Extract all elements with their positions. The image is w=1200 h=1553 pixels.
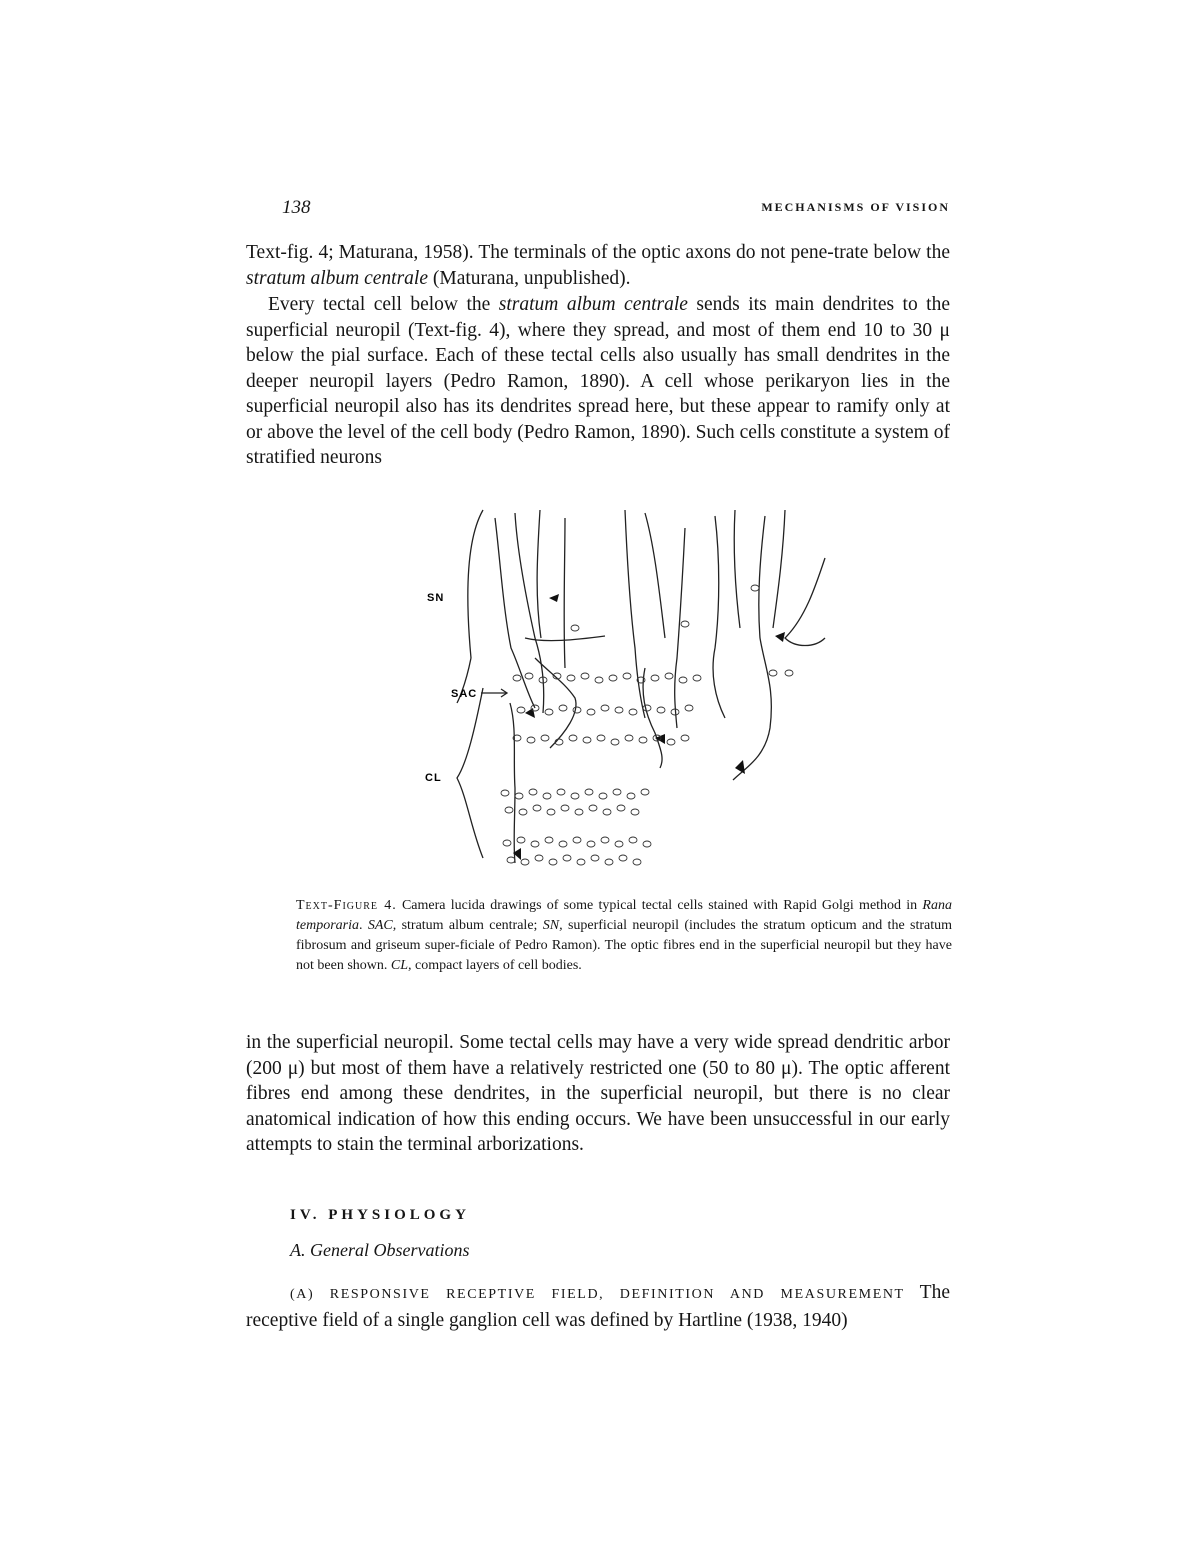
body-paragraph-4 [246,1280,950,1333]
body-paragraph-1 [246,240,950,291]
caption-head: Text-Figure 4. [296,898,397,913]
figure-tectal-cells-drawing [415,498,835,878]
label-sac: SAC [451,688,478,700]
para2-text-b: sends its main dendrites to the superficial neuropil (Text-fig. 4), where they spread, and most of them end 10 to 30 μ below the pial surface. Each of these tectal cells also usually has small dendrites in the deeper neuropil layers (Pedro Ramon, 1890). A cell whose perikaryon lies in the superficial neuropil also has its dendrites spread here, but these appear to ramify only at or above the level of the cell body (Pedro Ramon, 1890). Such cells constitute a system of stratified neurons [246,294,951,468]
caption-text-c: stratum album centrale; [396,918,543,933]
page-header [246,197,950,223]
figure-caption [296,896,952,976]
para2-text-a: Every tectal cell below the [268,294,499,315]
caption-text-b: . [359,918,368,933]
para4-text: The receptive field of a single ganglion cell was defined by Hartline (1938, 1940) [246,1282,950,1331]
caption-text-a: Camera lucida drawings of some typical tectal cells stained with Rapid Golgi method in [396,898,923,913]
caption-em-sac: SAC, [367,918,397,933]
caption-text-e: compact layers of cell bodies. [411,958,582,973]
caption-text-d: superficial neuropil (includes the stratum opticum and the stratum fibrosum and griseum super-ficiale of Pedro Ramon). The optic fibres end in the superficial neuropil but they have not been shown. [296,918,952,973]
running-head: MECHANISMS OF VISION [761,200,950,214]
compact-cell-layer [501,585,793,865]
camera-lucida-drawing [415,498,835,878]
label-sn: SN [427,592,445,604]
para4-lead-smallcaps: (A) RESPONSIVE RECEPTIVE FIELD, DEFINITION AND MEASUREMENT [290,1287,905,1302]
para1-emphasis: stratum album centrale [246,267,428,289]
caption-em-species: Rana temporaria [296,898,952,933]
body-paragraph-2 [246,292,950,471]
para1-text-b: (Maturana, unpublished). [427,267,631,289]
sac-arrow [481,689,507,697]
para1-text-a: Text-fig. 4; Maturana, 1958). The terminals of the optic axons do not pene-trate below the [246,242,950,263]
subsection-heading: A. General Observations [290,1240,470,1260]
section-heading: IV. PHYSIOLOGY [290,1207,470,1223]
sn-brace [468,510,483,658]
cell-bodies [513,594,785,860]
para2-emphasis: stratum album centrale [498,294,688,315]
caption-em-cl: CL, [390,958,412,973]
page-number: 138 [282,197,311,218]
cl-brace [457,688,483,858]
caption-em-sn: SN, [542,918,563,933]
body-paragraph-3: in the superficial neuropil. Some tectal cells may have a very wide spread dendritic arbor (200 μ) but most of them have a relatively restricted one (50 to 80 μ). The optic afferent fibres end among these dendrites, in the superficial neuropil, but there is no clear anatomical indication of how this ending occurs. We have been unsuccessful in our early attempts to stain the terminal arborizations. [246,1032,950,1155]
label-cl: CL [425,772,442,784]
